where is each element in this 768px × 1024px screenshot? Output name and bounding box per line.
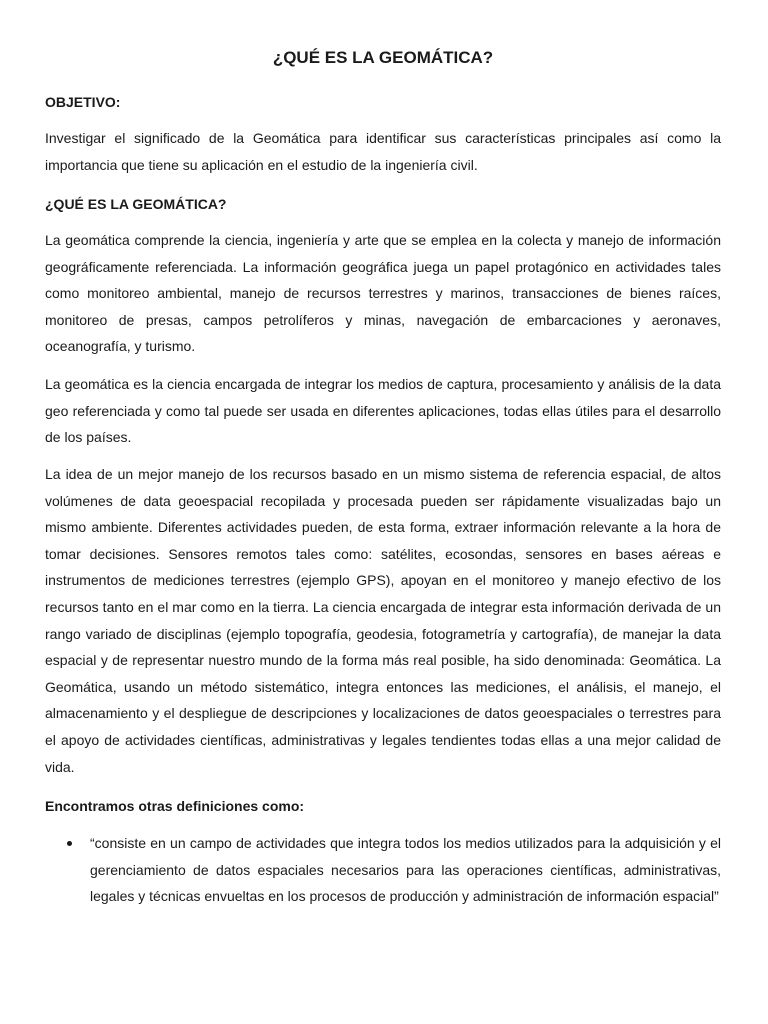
document-title: ¿QUÉ ES LA GEOMÁTICA?	[272, 48, 494, 67]
bullet-icon	[67, 841, 72, 846]
list-item	[45, 830, 721, 910]
paragraph-integration: La geomática es la ciencia encargada de integrar los medios de captura, procesamiento y análisis de la data geo referenciada y como tal puede ser usada en diferentes aplicaciones, todas ellas útiles para el desarrollo de los países.	[45, 376, 721, 446]
definition-text: “consiste en un campo de actividades que integra todos los medios utilizados para la adquisición y el gerenciamiento de datos espaciales necesarios para las operaciones científicas, administrativas, legales y técnicas envueltas en los procesos de producción y administración de información espacial”	[90, 835, 721, 905]
objetivo-heading: OBJETIVO:	[45, 94, 121, 110]
objetivo-paragraph: Investigar el significado de la Geomática para identificar sus características principales así como la importancia que tiene su aplicación en el estudio de la ingeniería civil.	[45, 130, 721, 173]
definitions-list	[45, 830, 721, 910]
definiciones-heading: Encontramos otras definiciones como:	[45, 798, 305, 814]
que-es-heading: ¿QUÉ ES LA GEOMÁTICA?	[45, 196, 227, 212]
paragraph-resources: La idea de un mejor manejo de los recursos basado en un mismo sistema de referencia espacial, de altos volúmenes de data geoespacial recopilada y procesada pueden ser rápidamente visualizadas bajo un mismo ambiente. Diferentes actividades pueden, de esta forma, extraer información relevante a la hora de tomar decisiones. Sensores remotos tales como: satélites, ecosondas, sensores en bases aéreas e instrumentos de mediciones terrestres (ejemplo GPS), apoyan en el monitoreo y manejo efectivo de los recursos tanto en el mar como en la tierra. La ciencia encargada de integrar esta información derivada de un rango variado de disciplinas (ejemplo topografía, geodesia, fotogrametría y cartografía), de manejar la data espacial y de representar nuestro mundo de la forma más real posible, ha sido denominada: Geomática. La Geomática, usando un método sistemático, integra entonces las mediciones, el análisis, el manejo, el almacenamiento y el despliegue de descripciones y localizaciones de datos geoespaciales o terrestres para el apoyo de actividades científicas, administrativas y legales tendientes todas ellas a una mejor calidad de vida.	[45, 466, 721, 775]
paragraph-definition: La geomática comprende la ciencia, ingeniería y arte que se emplea en la colecta y manejo de información geográficamente referenciada. La información geográfica juega un papel protagónico en actividades tales como monitoreo ambiental, manejo de recursos terrestres y marinos, transacciones de bienes raíces, monitoreo de presas, campos petrolíferos y minas, navegación de embarcaciones y aeronaves, oceanografía, y turismo.	[45, 232, 721, 355]
